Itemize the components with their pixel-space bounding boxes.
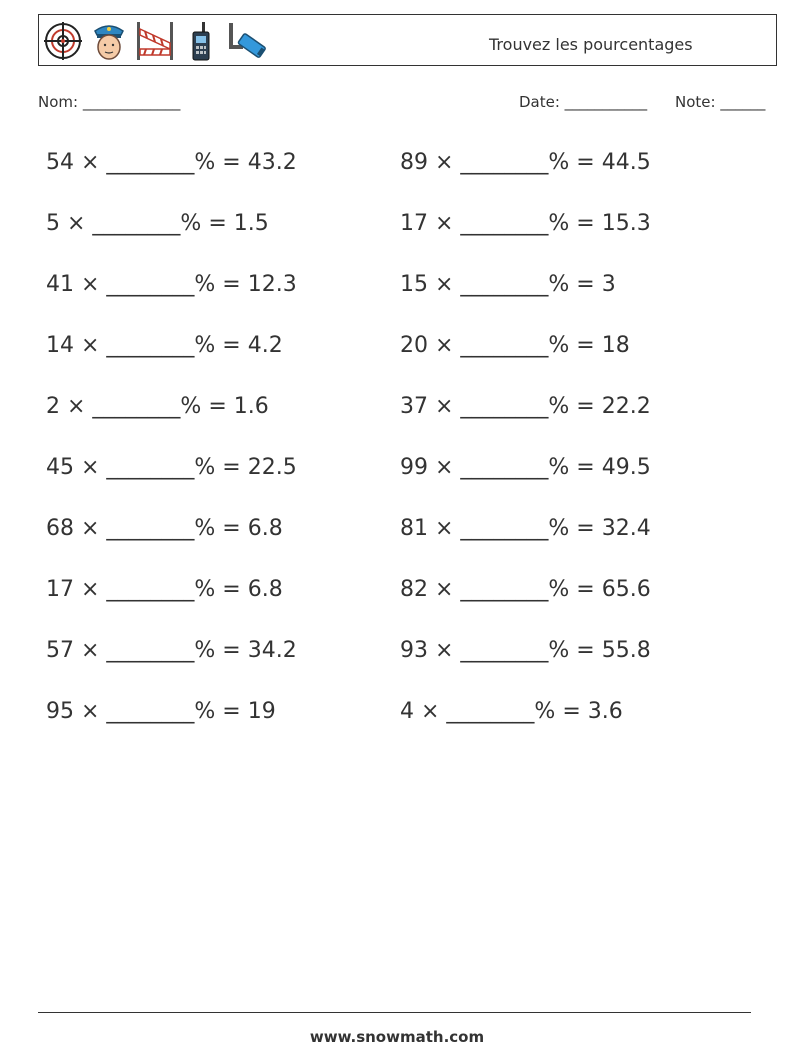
problem-row	[46, 633, 746, 694]
worksheet-header	[38, 14, 777, 66]
problem-row	[46, 450, 746, 511]
problem-row	[46, 694, 746, 755]
problem-grid	[46, 145, 746, 755]
footer-url[interactable]: www.snowmath.com	[309, 1028, 485, 1046]
problem-item[interactable]: 95 × ________% = 19	[46, 699, 276, 724]
problem-row	[46, 572, 746, 633]
problem-item[interactable]: 68 × ________% = 6.8	[46, 516, 283, 541]
problem-item[interactable]: 14 × ________% = 4.2	[46, 333, 283, 358]
problem-item[interactable]: 20 × ________% = 18	[400, 333, 630, 358]
problem-row	[46, 328, 746, 389]
problem-item[interactable]: 5 × ________% = 1.5	[46, 211, 269, 236]
problem-item[interactable]: 2 × ________% = 1.6	[46, 394, 269, 419]
problem-item[interactable]: 82 × ________% = 65.6	[400, 577, 651, 602]
problem-item[interactable]: 15 × ________% = 3	[400, 272, 616, 297]
walkie-talkie-icon	[181, 19, 221, 63]
date-field[interactable]: Date: ___________	[519, 93, 648, 111]
footer-divider	[38, 1012, 751, 1013]
problem-item[interactable]: 89 × ________% = 44.5	[400, 150, 651, 175]
worksheet-title: Trouvez les pourcentages	[489, 35, 693, 54]
problem-item[interactable]: 41 × ________% = 12.3	[46, 272, 297, 297]
road-barrier-icon	[135, 19, 175, 63]
crosshair-icon	[43, 19, 83, 63]
problem-item[interactable]: 37 × ________% = 22.2	[400, 394, 651, 419]
problem-row	[46, 389, 746, 450]
police-officer-icon	[89, 19, 129, 63]
problem-item[interactable]: 57 × ________% = 34.2	[46, 638, 297, 663]
problem-item[interactable]: 54 × ________% = 43.2	[46, 150, 297, 175]
problem-item[interactable]: 17 × ________% = 6.8	[46, 577, 283, 602]
problem-item[interactable]: 93 × ________% = 55.8	[400, 638, 651, 663]
problem-row	[46, 206, 746, 267]
name-field[interactable]: Nom: _____________	[38, 93, 181, 111]
security-camera-icon	[227, 19, 267, 63]
problem-item[interactable]: 17 × ________% = 15.3	[400, 211, 651, 236]
problem-row	[46, 267, 746, 328]
problem-row	[46, 511, 746, 572]
problem-item[interactable]: 81 × ________% = 32.4	[400, 516, 651, 541]
problem-item[interactable]: 45 × ________% = 22.5	[46, 455, 297, 480]
header-icons	[43, 18, 267, 64]
problem-item[interactable]: 4 × ________% = 3.6	[400, 699, 623, 724]
grade-field[interactable]: Note: ______	[675, 93, 766, 111]
problem-item[interactable]: 99 × ________% = 49.5	[400, 455, 651, 480]
problem-row	[46, 145, 746, 206]
